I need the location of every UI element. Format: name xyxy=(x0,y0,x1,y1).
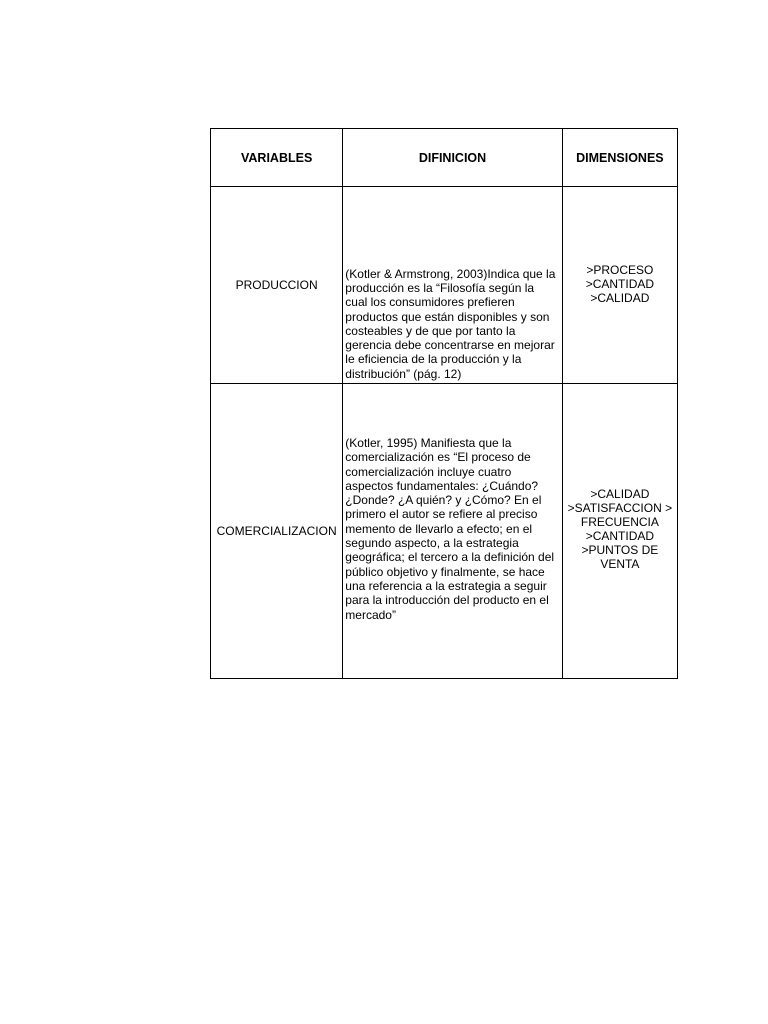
dimension-item: >CALIDAD xyxy=(590,291,650,305)
table-row xyxy=(211,384,678,679)
dimensiones-cell xyxy=(562,187,677,384)
dimension-item: >CANTIDAD xyxy=(585,529,655,543)
table-header-row xyxy=(211,129,678,187)
header-definicion: DIFINICION xyxy=(343,129,562,187)
dimension-item: >PUNTOS DE VENTA xyxy=(581,543,659,571)
variable-cell: COMERCIALIZACION xyxy=(211,384,343,679)
table-row xyxy=(211,187,678,384)
dimension-item: >SATISFACCION > FRECUENCIA xyxy=(567,501,673,529)
dimensiones-list xyxy=(563,187,677,305)
definicion-text: (Kotler & Armstrong, 2003)Indica que la producción es la “Filosofía según la cual los consumidores prefieren productos que están disponibles y son costeables y de que por tanto la gerencia debe concentrarse en mejorar le eficiencia de la producción y la distribución” (pág. 12) xyxy=(345,266,556,381)
dimension-item: >CALIDAD xyxy=(590,487,650,501)
header-dimensiones: DIMENSIONES xyxy=(562,129,677,187)
dimension-item: >PROCESO xyxy=(586,263,654,277)
definicion-cell xyxy=(343,384,562,679)
dimension-item: >CANTIDAD xyxy=(585,277,655,291)
definicion-cell xyxy=(343,187,562,384)
variables-table xyxy=(210,128,678,679)
header-variables: VARIABLES xyxy=(211,129,343,187)
dimensiones-list xyxy=(563,384,677,571)
variable-cell: PRODUCCION xyxy=(211,187,343,384)
dimensiones-cell xyxy=(562,384,677,679)
definicion-text: (Kotler, 1995) Manifiesta que la comercialización es “El proceso de comercialización incluye cuatro aspectos fundamentales: ¿Cuándo? ¿Donde? ¿A quién? y ¿Cómo? En el primero el autor se refiere al preciso memento de llevarlo a efecto; en el segundo aspecto, a la estrategia geográfica; el tercero a la definición del público objetivo y finalmente, se hace una referencia a la estrategia a seguir para la introducción del producto en el mercado” xyxy=(345,436,555,622)
